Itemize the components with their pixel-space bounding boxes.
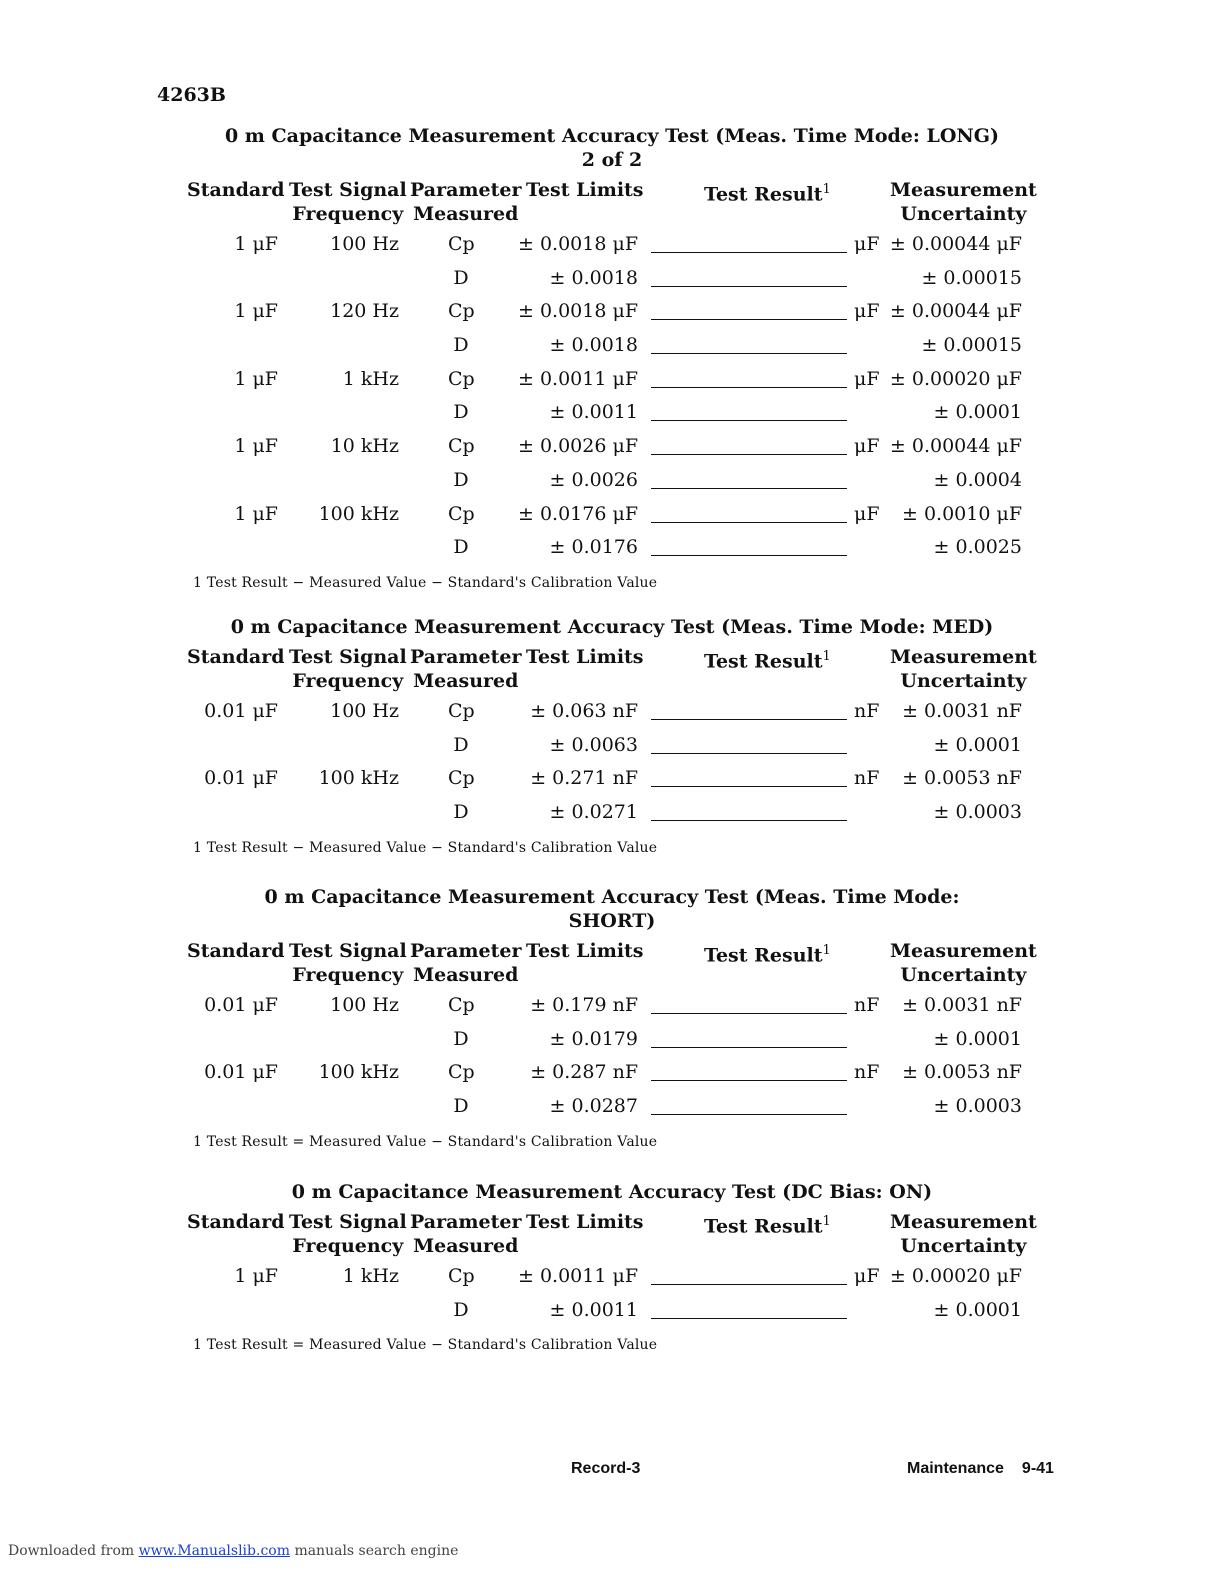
- header-parameter: [410, 1210, 521, 1258]
- header-test-signal-line: Test Signal: [289, 1211, 407, 1233]
- header-test-signal: [289, 178, 407, 226]
- result-unit: μF: [854, 300, 880, 323]
- header-test-limits-line: Test Limits: [526, 1211, 644, 1233]
- footnote-marker: 1: [822, 943, 831, 958]
- table-row: [0, 500, 1224, 534]
- header-uncertainty-line: Measurement: [890, 1211, 1037, 1233]
- frequency-value: 1 kHz: [342, 1265, 399, 1287]
- uncertainty-value: ± 0.0053 nF: [902, 1061, 1022, 1084]
- test-section: [0, 1180, 1224, 1353]
- footnote: 1 Test Result − Measured Value − Standard's Calibration Value: [193, 574, 658, 591]
- footnote-marker: 1: [822, 1214, 831, 1229]
- uncertainty-value: ± 0.00044 μF: [889, 435, 1022, 458]
- test-limit-value: ± 0.0018: [549, 334, 638, 357]
- header-parameter: [410, 178, 521, 226]
- parameter-value: Cp: [448, 367, 475, 390]
- table-row: [0, 398, 1224, 432]
- standard-value: 1 μF: [234, 502, 278, 525]
- table-row: [0, 230, 1224, 264]
- footnote: 1 Test Result = Measured Value − Standard's Calibration Value: [193, 1337, 658, 1354]
- header-uncertainty: [890, 1210, 1037, 1258]
- footnote-marker: 1: [822, 649, 831, 664]
- result-entry-line[interactable]: [651, 286, 847, 287]
- test-limit-value: ± 0.0026 μF: [517, 435, 638, 458]
- uncertainty-value: ± 0.00015: [921, 266, 1022, 289]
- result-unit: nF: [854, 700, 880, 722]
- uncertainty-value: ± 0.00044 μF: [889, 233, 1022, 255]
- table-row: [0, 1058, 1224, 1092]
- test-section: [0, 885, 1224, 1150]
- header-uncertainty: [890, 178, 1037, 226]
- header-standard-line: Standard: [187, 646, 285, 668]
- chapter-label: Maintenance: [907, 1460, 1004, 1477]
- uncertainty-value: ± 0.0004: [933, 468, 1022, 491]
- uncertainty-value: ± 0.0001: [933, 1298, 1022, 1321]
- parameter-value: D: [453, 468, 469, 491]
- header-test-signal-line: Test Signal: [289, 179, 407, 201]
- section-title-text: 0 m Capacitance Measurement Accuracy Test (Meas. Time Mode:: [264, 886, 960, 908]
- result-entry-line[interactable]: [651, 753, 847, 754]
- table-row: [0, 764, 1224, 798]
- frequency-value: 100 Hz: [330, 700, 399, 722]
- frequency-value: 100 kHz: [318, 1061, 399, 1084]
- result-entry-line[interactable]: [651, 1284, 847, 1285]
- table-row: [0, 432, 1224, 466]
- parameter-value: Cp: [448, 767, 475, 790]
- header-uncertainty-line: Uncertainty: [900, 964, 1027, 986]
- test-limit-value: ± 0.0063: [549, 733, 638, 756]
- test-limit-value: ± 0.179 nF: [530, 994, 638, 1016]
- header-uncertainty: [890, 939, 1037, 987]
- header-test-limits-line: Test Limits: [526, 646, 644, 668]
- table-row: [0, 1262, 1224, 1296]
- standard-value: 1 μF: [234, 300, 278, 323]
- parameter-value: D: [453, 536, 469, 559]
- header-test-result-text: Test Result: [704, 650, 823, 673]
- section-title-text: 0 m Capacitance Measurement Accuracy Test (Meas. Time Mode: MED): [230, 616, 994, 638]
- result-entry-line[interactable]: [651, 555, 847, 556]
- result-entry-line[interactable]: [651, 252, 847, 253]
- test-limit-value: ± 0.0011: [549, 1298, 638, 1321]
- table-row: [0, 365, 1224, 399]
- test-limit-value: ± 0.0011 μF: [517, 1265, 638, 1287]
- footnote: 1 Test Result − Measured Value − Standard's Calibration Value: [193, 839, 658, 856]
- frequency-value: 100 kHz: [318, 767, 399, 790]
- header-parameter: [410, 939, 521, 987]
- download-suffix: manuals search engine: [294, 1543, 459, 1559]
- parameter-value: D: [453, 1027, 469, 1050]
- result-unit: μF: [854, 435, 880, 458]
- test-limit-value: ± 0.0271: [549, 801, 638, 824]
- result-entry-line[interactable]: [651, 319, 847, 320]
- header-test-signal-line: Test Signal: [289, 646, 407, 668]
- parameter-value: D: [453, 1095, 469, 1118]
- header-parameter-line: Parameter: [410, 179, 522, 201]
- frequency-value: 1 kHz: [342, 367, 399, 390]
- parameter-value: Cp: [448, 1061, 475, 1084]
- header-test-result-text: Test Result: [704, 1215, 823, 1238]
- record-label: Record-3: [571, 1460, 641, 1477]
- header-standard: [187, 1210, 285, 1234]
- test-section: [0, 615, 1224, 856]
- standard-value: 1 μF: [234, 367, 278, 390]
- header-parameter-line: Parameter: [410, 940, 522, 962]
- header-test-result-text: Test Result: [704, 183, 823, 206]
- uncertainty-value: ± 0.0003: [933, 801, 1022, 824]
- header-parameter-line: Parameter: [410, 646, 522, 668]
- header-standard: [187, 939, 285, 963]
- header-test-result-text: Test Result: [704, 944, 823, 967]
- table-row: [0, 731, 1224, 765]
- uncertainty-value: ± 0.00020 μF: [889, 1265, 1022, 1287]
- table-row: [0, 1296, 1224, 1330]
- page-footer: [907, 1460, 1054, 1478]
- header-test-result: [704, 1210, 831, 1238]
- parameter-value: Cp: [448, 994, 475, 1016]
- result-entry-line[interactable]: [651, 786, 847, 787]
- test-limit-value: ± 0.0179: [549, 1027, 638, 1050]
- uncertainty-value: ± 0.0031 nF: [902, 994, 1022, 1016]
- parameter-value: Cp: [448, 700, 475, 722]
- standard-value: 0.01 μF: [204, 1061, 278, 1084]
- header-test-limits: [526, 645, 644, 669]
- table-row: [0, 697, 1224, 731]
- test-limit-value: ± 0.0287: [549, 1095, 638, 1118]
- test-limit-value: ± 0.287 nF: [530, 1061, 638, 1084]
- result-entry-line[interactable]: [651, 353, 847, 354]
- parameter-value: Cp: [448, 502, 475, 525]
- header-uncertainty-line: Measurement: [890, 646, 1037, 668]
- header-test-signal: [289, 645, 407, 693]
- table-row: [0, 1092, 1224, 1126]
- frequency-value: 100 kHz: [318, 502, 399, 525]
- result-entry-line[interactable]: [651, 820, 847, 821]
- test-limit-value: ± 0.063 nF: [530, 700, 638, 722]
- header-test-limits: [526, 939, 644, 963]
- result-entry-line[interactable]: [651, 1047, 847, 1048]
- footnote-marker: 1: [822, 182, 831, 197]
- section-title: [0, 1180, 1224, 1204]
- test-limit-value: ± 0.0026: [549, 468, 638, 491]
- result-entry-line[interactable]: [651, 1013, 847, 1014]
- test-limit-value: ± 0.0176 μF: [517, 502, 638, 525]
- header-uncertainty-line: Uncertainty: [900, 1235, 1027, 1257]
- parameter-value: D: [453, 334, 469, 357]
- frequency-value: 100 Hz: [330, 233, 399, 255]
- result-unit: nF: [854, 767, 880, 790]
- header-parameter-line: Measured: [413, 670, 519, 692]
- header-uncertainty-line: Measurement: [890, 179, 1037, 201]
- result-entry-line[interactable]: [651, 488, 847, 489]
- download-notice: [8, 1543, 458, 1559]
- result-unit: nF: [854, 994, 880, 1016]
- result-entry-line[interactable]: [651, 522, 847, 523]
- uncertainty-value: ± 0.0025: [933, 536, 1022, 559]
- uncertainty-value: ± 0.00020 μF: [889, 367, 1022, 390]
- column-headers: [0, 939, 1224, 991]
- header-test-signal: [289, 1210, 407, 1258]
- download-prefix: Downloaded from: [8, 1543, 135, 1559]
- frequency-value: 10 kHz: [330, 435, 399, 458]
- column-headers: [0, 178, 1224, 230]
- header-uncertainty-line: Uncertainty: [900, 203, 1027, 225]
- standard-value: 1 μF: [234, 435, 278, 458]
- model-number: 4263B: [157, 84, 226, 106]
- test-limit-value: ± 0.0011: [549, 401, 638, 424]
- header-test-result: [704, 645, 831, 673]
- parameter-value: D: [453, 401, 469, 424]
- result-entry-line[interactable]: [651, 387, 847, 388]
- test-limit-value: ± 0.0018 μF: [517, 300, 638, 323]
- result-unit: nF: [854, 1061, 880, 1084]
- uncertainty-value: ± 0.0053 nF: [902, 767, 1022, 790]
- header-standard: [187, 178, 285, 202]
- uncertainty-value: ± 0.0001: [933, 733, 1022, 756]
- header-test-limits: [526, 178, 644, 202]
- table-row: [0, 1025, 1224, 1059]
- result-unit: μF: [854, 502, 880, 525]
- header-uncertainty-line: Measurement: [890, 940, 1037, 962]
- column-headers: [0, 1210, 1224, 1262]
- uncertainty-value: ± 0.0001: [933, 1027, 1022, 1050]
- section-subtitle: SHORT): [568, 910, 656, 932]
- standard-value: 1 μF: [234, 233, 278, 255]
- result-entry-line[interactable]: [651, 1080, 847, 1081]
- table-row: [0, 297, 1224, 331]
- header-parameter: [410, 645, 521, 693]
- section-title: [0, 885, 1224, 933]
- result-entry-line[interactable]: [651, 1114, 847, 1115]
- header-uncertainty: [890, 645, 1037, 693]
- frequency-value: 100 Hz: [330, 994, 399, 1016]
- header-test-signal-line: Frequency: [292, 670, 404, 692]
- parameter-value: Cp: [448, 435, 475, 458]
- test-section: [0, 124, 1224, 591]
- header-test-signal-line: Frequency: [292, 964, 404, 986]
- test-limit-value: ± 0.0018: [549, 266, 638, 289]
- section-title: [0, 615, 1224, 639]
- result-unit: μF: [854, 233, 880, 255]
- standard-value: 1 μF: [234, 1265, 278, 1287]
- header-test-result: [704, 939, 831, 967]
- standard-value: 0.01 μF: [204, 994, 278, 1016]
- parameter-value: Cp: [448, 1265, 475, 1287]
- table-row: [0, 991, 1224, 1025]
- parameter-value: D: [453, 266, 469, 289]
- manualslib-link[interactable]: www.Manualslib.com: [138, 1543, 290, 1559]
- header-test-limits-line: Test Limits: [526, 940, 644, 962]
- parameter-value: D: [453, 1298, 469, 1321]
- header-test-signal: [289, 939, 407, 987]
- table-row: [0, 264, 1224, 298]
- header-test-signal-line: Frequency: [292, 203, 404, 225]
- frequency-value: 120 Hz: [330, 300, 399, 323]
- result-entry-line[interactable]: [651, 454, 847, 455]
- header-uncertainty-line: Uncertainty: [900, 670, 1027, 692]
- uncertainty-value: ± 0.00044 μF: [889, 300, 1022, 323]
- section-title: [0, 124, 1224, 172]
- header-parameter-line: Measured: [413, 203, 519, 225]
- header-parameter-line: Parameter: [410, 1211, 522, 1233]
- table-row: [0, 466, 1224, 500]
- header-parameter-line: Measured: [413, 964, 519, 986]
- test-limit-value: ± 0.271 nF: [530, 767, 638, 790]
- result-entry-line[interactable]: [651, 420, 847, 421]
- header-test-signal-line: Test Signal: [289, 940, 407, 962]
- header-standard-line: Standard: [187, 940, 285, 962]
- result-unit: μF: [854, 1265, 880, 1287]
- table-row: [0, 798, 1224, 832]
- header-test-result: [704, 178, 831, 206]
- column-headers: [0, 645, 1224, 697]
- uncertainty-value: ± 0.0031 nF: [902, 700, 1022, 722]
- header-standard: [187, 645, 285, 669]
- result-unit: μF: [854, 367, 880, 390]
- header-test-limits: [526, 1210, 644, 1234]
- result-entry-line[interactable]: [651, 719, 847, 720]
- table-row: [0, 533, 1224, 567]
- test-limit-value: ± 0.0011 μF: [517, 367, 638, 390]
- test-limit-value: ± 0.0176: [549, 536, 638, 559]
- section-subtitle: 2 of 2: [581, 149, 643, 171]
- standard-value: 0.01 μF: [204, 700, 278, 722]
- header-standard-line: Standard: [187, 179, 285, 201]
- page-number: 9-41: [1021, 1460, 1054, 1477]
- uncertainty-value: ± 0.00015: [921, 334, 1022, 357]
- header-parameter-line: Measured: [413, 1235, 519, 1257]
- header-standard-line: Standard: [187, 1211, 285, 1233]
- section-title-text: 0 m Capacitance Measurement Accuracy Test (Meas. Time Mode: LONG): [224, 125, 1000, 147]
- header-test-signal-line: Frequency: [292, 1235, 404, 1257]
- section-title-text: 0 m Capacitance Measurement Accuracy Test (DC Bias: ON): [291, 1181, 933, 1203]
- footnote: 1 Test Result = Measured Value − Standard's Calibration Value: [193, 1133, 658, 1150]
- standard-value: 0.01 μF: [204, 767, 278, 790]
- test-limit-value: ± 0.0018 μF: [517, 233, 638, 255]
- parameter-value: Cp: [448, 233, 475, 255]
- uncertainty-value: ± 0.0001: [933, 401, 1022, 424]
- header-test-limits-line: Test Limits: [526, 179, 644, 201]
- table-row: [0, 331, 1224, 365]
- parameter-value: D: [453, 733, 469, 756]
- parameter-value: D: [453, 801, 469, 824]
- uncertainty-value: ± 0.0010 μF: [901, 502, 1022, 525]
- parameter-value: Cp: [448, 300, 475, 323]
- result-entry-line[interactable]: [651, 1318, 847, 1319]
- uncertainty-value: ± 0.0003: [933, 1095, 1022, 1118]
